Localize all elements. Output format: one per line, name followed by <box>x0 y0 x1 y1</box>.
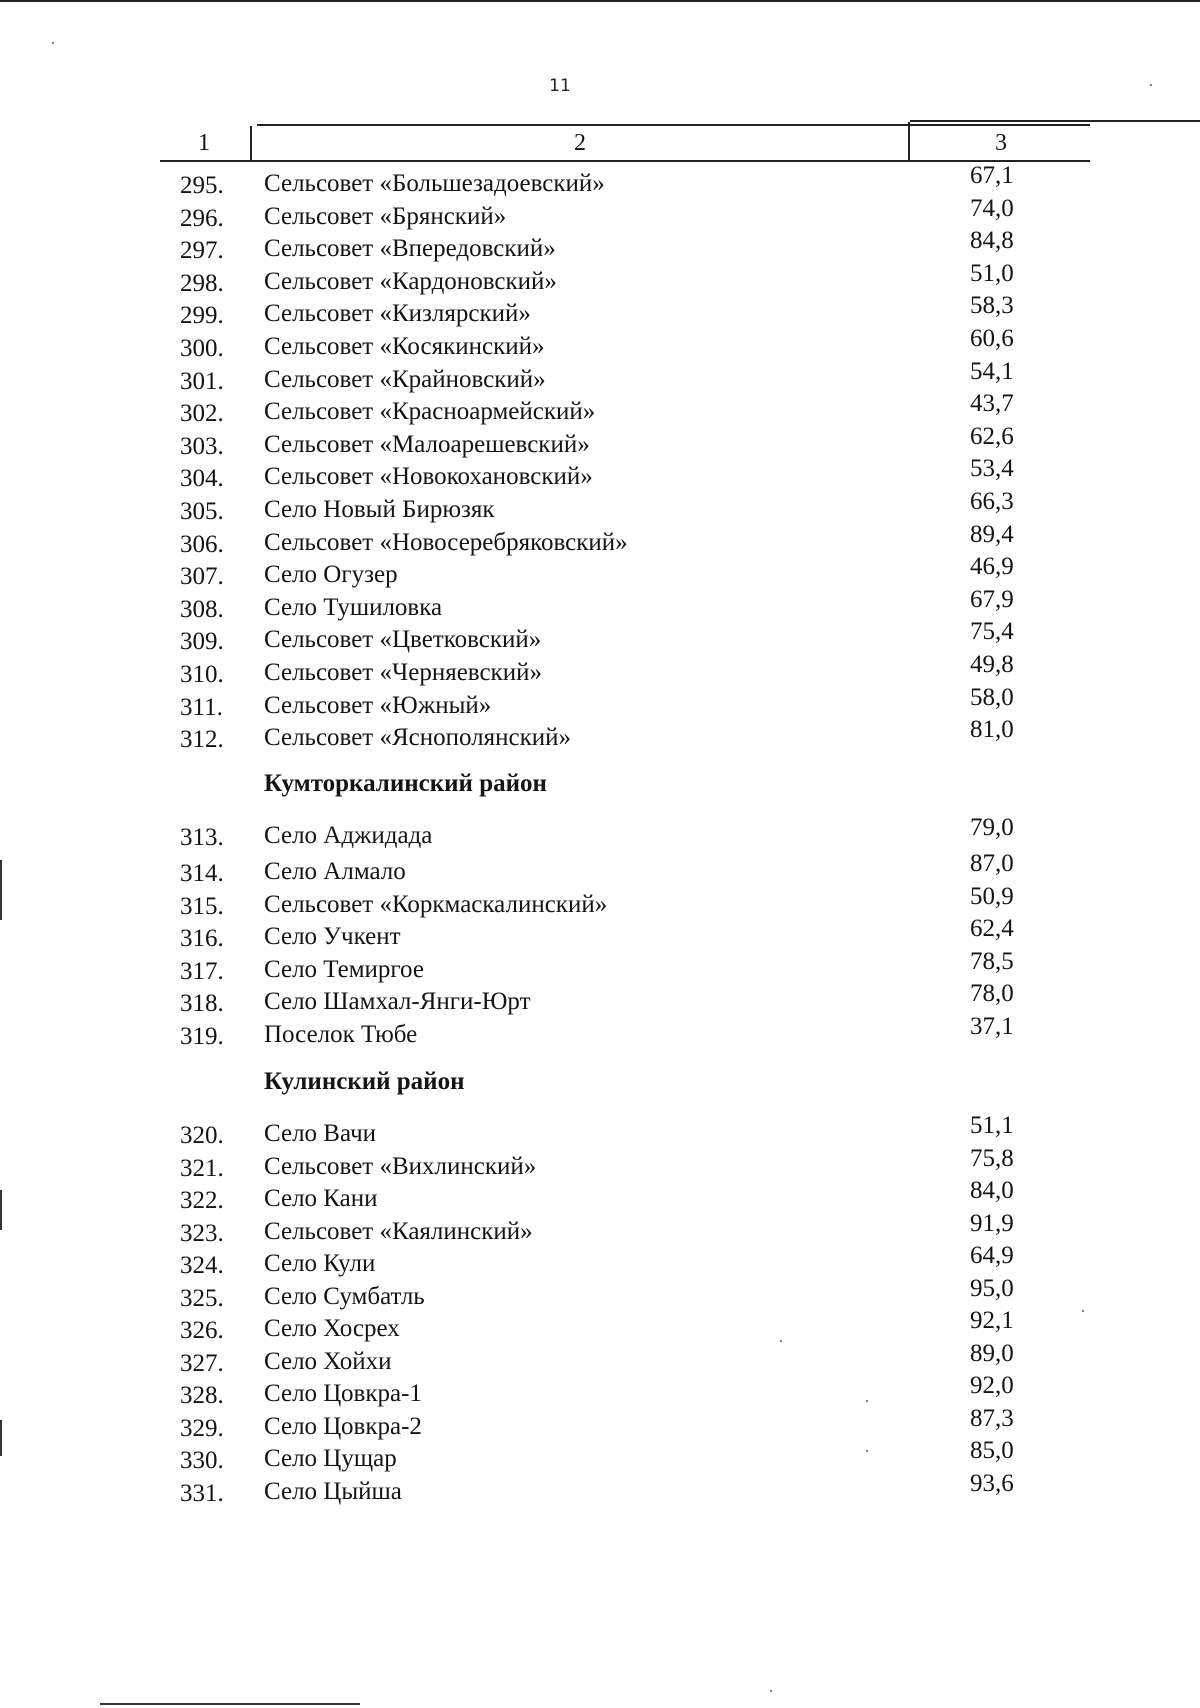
table-row <box>0 915 1200 952</box>
row-name: Сельсовет «Брянский» <box>264 202 507 230</box>
row-number: 323. <box>180 1219 224 1247</box>
row-value: 78,5 <box>970 947 1014 975</box>
row-value: 43,7 <box>970 390 1014 418</box>
row-value: 46,9 <box>970 553 1014 581</box>
row-name: Село Кули <box>264 1250 376 1277</box>
row-value: 87,3 <box>970 1404 1014 1432</box>
row-name: Село Цыйша <box>264 1477 402 1505</box>
table-row <box>0 162 1200 199</box>
district-heading: Кумторкалинский район <box>264 770 547 797</box>
table-header <box>160 124 1090 162</box>
row-name: Село Шамхал-Янги-Юрт <box>264 988 531 1015</box>
row-name: Сельсовет «Коркмаскалинский» <box>264 890 608 918</box>
row-value: 81,0 <box>970 716 1014 744</box>
district-heading: Кулинский район <box>264 1068 465 1095</box>
table-row <box>0 585 1200 623</box>
row-number: 299. <box>180 302 224 330</box>
row-name: Сельсовет «Яснополянский» <box>264 724 572 752</box>
row-name: Поселок Тюбе <box>264 1020 418 1048</box>
row-value: 75,8 <box>970 1144 1014 1172</box>
row-number: 295. <box>180 172 224 199</box>
row-name: Сельсовет «Впередовский» <box>264 235 556 263</box>
table-row <box>0 683 1200 721</box>
row-name: Сельсовет «Косякинский» <box>264 333 545 360</box>
row-number: 303. <box>180 432 224 460</box>
column-header-2: 2 <box>574 130 586 156</box>
row-number: 314. <box>180 860 224 887</box>
row-name: Сельсовет «Малоарешевский» <box>264 430 590 458</box>
table-row <box>0 194 1200 232</box>
table-row <box>0 292 1200 330</box>
row-name: Село Огузер <box>264 561 398 589</box>
row-name: Село Цовкра-2 <box>264 1412 422 1440</box>
row-name: Сельсовет «Кизлярский» <box>264 300 531 328</box>
row-value: 95,0 <box>970 1274 1014 1302</box>
row-name: Сельсовет «Новокохановский» <box>264 463 593 491</box>
row-value: 85,0 <box>970 1437 1014 1464</box>
table-row <box>0 1404 1200 1442</box>
row-name: Село Новый Бирюзяк <box>264 496 495 523</box>
row-number: 326. <box>180 1317 224 1344</box>
row-number: 308. <box>180 595 224 623</box>
row-name: Сельсовет «Вихлинский» <box>264 1152 537 1180</box>
row-value: 54,1 <box>970 357 1014 385</box>
table-row <box>0 850 1200 887</box>
row-name: Село Тушиловка <box>264 593 443 621</box>
row-name: Село Темиргое <box>264 955 424 983</box>
column-header-1: 1 <box>198 130 210 156</box>
row-number: 328. <box>180 1382 224 1409</box>
table-row <box>0 882 1200 920</box>
row-number: 327. <box>180 1349 224 1377</box>
column-header-3: 3 <box>995 130 1007 156</box>
row-value: 37,1 <box>970 1012 1014 1040</box>
row-value: 60,6 <box>970 325 1014 352</box>
table-row <box>0 1012 1200 1050</box>
row-number: 301. <box>180 367 224 395</box>
row-name: Сельсовет «Черняевский» <box>264 659 542 686</box>
row-number: 325. <box>180 1284 224 1312</box>
scan-edge-top <box>0 0 1200 2</box>
table-row <box>0 618 1200 656</box>
row-number: 321. <box>180 1154 224 1182</box>
scan-edge-bottom <box>100 1703 360 1705</box>
row-name: Село Цовкра-1 <box>264 1380 422 1407</box>
row-number: 317. <box>180 957 224 985</box>
row-name: Село Сумбатль <box>264 1282 425 1310</box>
table-row <box>0 1469 1200 1507</box>
row-number: 298. <box>180 269 224 297</box>
scan-speck <box>1150 84 1152 86</box>
row-value: 84,0 <box>970 1177 1014 1204</box>
table-row <box>0 259 1200 297</box>
table-row <box>0 1274 1200 1312</box>
page-number: 11 <box>549 76 571 96</box>
row-number: 322. <box>180 1187 224 1214</box>
scan-speck <box>770 1690 772 1692</box>
row-value: 92,1 <box>970 1307 1014 1334</box>
row-name: Сельсовет «Каялинский» <box>264 1217 533 1245</box>
row-name: Сельсовет «Кардоновский» <box>264 267 557 295</box>
table-row <box>0 1372 1200 1409</box>
row-name: Село Кани <box>264 1185 378 1212</box>
table-row <box>0 1339 1200 1377</box>
row-number: 296. <box>180 204 224 232</box>
table-row <box>0 1307 1200 1344</box>
row-value: 64,9 <box>970 1242 1014 1269</box>
row-value: 92,0 <box>970 1372 1014 1399</box>
row-number: 331. <box>180 1479 224 1507</box>
row-number: 318. <box>180 990 224 1017</box>
table-row <box>0 553 1200 591</box>
table-row <box>0 520 1200 558</box>
row-name: Село Хосрех <box>264 1315 400 1342</box>
row-name: Село Аджидада <box>264 822 433 849</box>
row-number: 302. <box>180 400 224 428</box>
row-name: Село Учкент <box>264 923 401 950</box>
row-number: 297. <box>180 237 224 265</box>
row-value: 87,0 <box>970 850 1014 877</box>
table-row <box>0 814 1200 851</box>
row-name: Село Алмало <box>264 858 406 885</box>
row-number: 310. <box>180 661 224 688</box>
row-value: 89,4 <box>970 520 1014 548</box>
table-row <box>0 357 1200 395</box>
table-row <box>0 947 1200 985</box>
row-number: 313. <box>180 824 224 851</box>
table-row <box>0 227 1200 265</box>
header-line <box>160 160 1090 162</box>
row-value: 67,1 <box>970 162 1014 189</box>
table-row <box>0 1242 1200 1279</box>
scan-speck <box>52 42 54 44</box>
row-value: 74,0 <box>970 194 1014 222</box>
header-divider <box>908 122 910 162</box>
row-value: 51,0 <box>970 259 1014 287</box>
table-row <box>0 651 1200 688</box>
row-value: 53,4 <box>970 455 1014 483</box>
row-number: 324. <box>180 1252 224 1279</box>
row-name: Сельсовет «Красноармейский» <box>264 398 596 426</box>
table-row <box>0 1112 1200 1149</box>
table-row <box>0 390 1200 428</box>
row-value: 50,9 <box>970 882 1014 910</box>
header-line <box>257 124 1090 126</box>
row-number: 309. <box>180 628 224 656</box>
row-number: 300. <box>180 335 224 362</box>
table-row <box>0 488 1200 525</box>
row-value: 58,0 <box>970 683 1014 711</box>
table-row <box>0 1209 1200 1247</box>
row-number: 307. <box>180 563 224 591</box>
row-number: 320. <box>180 1122 224 1149</box>
row-name: Село Вачи <box>264 1120 377 1147</box>
table-row <box>0 325 1200 362</box>
row-value: 78,0 <box>970 980 1014 1007</box>
row-number: 329. <box>180 1414 224 1442</box>
table-row <box>0 455 1200 493</box>
row-name: Сельсовет «Цветковский» <box>264 626 542 654</box>
row-number: 305. <box>180 498 224 525</box>
row-name: Село Хойхи <box>264 1347 392 1375</box>
table-row <box>0 1437 1200 1474</box>
table-row <box>0 1144 1200 1182</box>
row-number: 304. <box>180 465 224 493</box>
row-value: 58,3 <box>970 292 1014 320</box>
row-number: 306. <box>180 530 224 558</box>
row-name: Село Цущар <box>264 1445 397 1472</box>
table-row <box>0 716 1200 754</box>
row-value: 66,3 <box>970 488 1014 515</box>
table-row <box>0 1177 1200 1214</box>
header-line <box>910 120 1200 122</box>
row-value: 79,0 <box>970 814 1014 841</box>
row-name: Сельсовет «Южный» <box>264 691 492 719</box>
row-name: Сельсовет «Большезадоевский» <box>264 170 605 197</box>
row-value: 75,4 <box>970 618 1014 646</box>
row-number: 315. <box>180 892 224 920</box>
table-row <box>0 422 1200 460</box>
row-value: 93,6 <box>970 1469 1014 1497</box>
row-number: 316. <box>180 925 224 952</box>
table-row <box>0 980 1200 1017</box>
row-value: 67,9 <box>970 585 1014 613</box>
row-value: 51,1 <box>970 1112 1014 1139</box>
row-value: 62,4 <box>970 915 1014 942</box>
row-number: 330. <box>180 1447 224 1474</box>
row-number: 311. <box>180 693 223 721</box>
row-value: 91,9 <box>970 1209 1014 1237</box>
row-name: Сельсовет «Новосеребряковский» <box>264 528 628 556</box>
row-number: 319. <box>180 1022 224 1050</box>
row-value: 89,0 <box>970 1339 1014 1367</box>
row-value: 49,8 <box>970 651 1014 678</box>
row-value: 84,8 <box>970 227 1014 255</box>
row-name: Сельсовет «Крайновский» <box>264 365 546 393</box>
row-value: 62,6 <box>970 422 1014 450</box>
row-number: 312. <box>180 726 224 754</box>
